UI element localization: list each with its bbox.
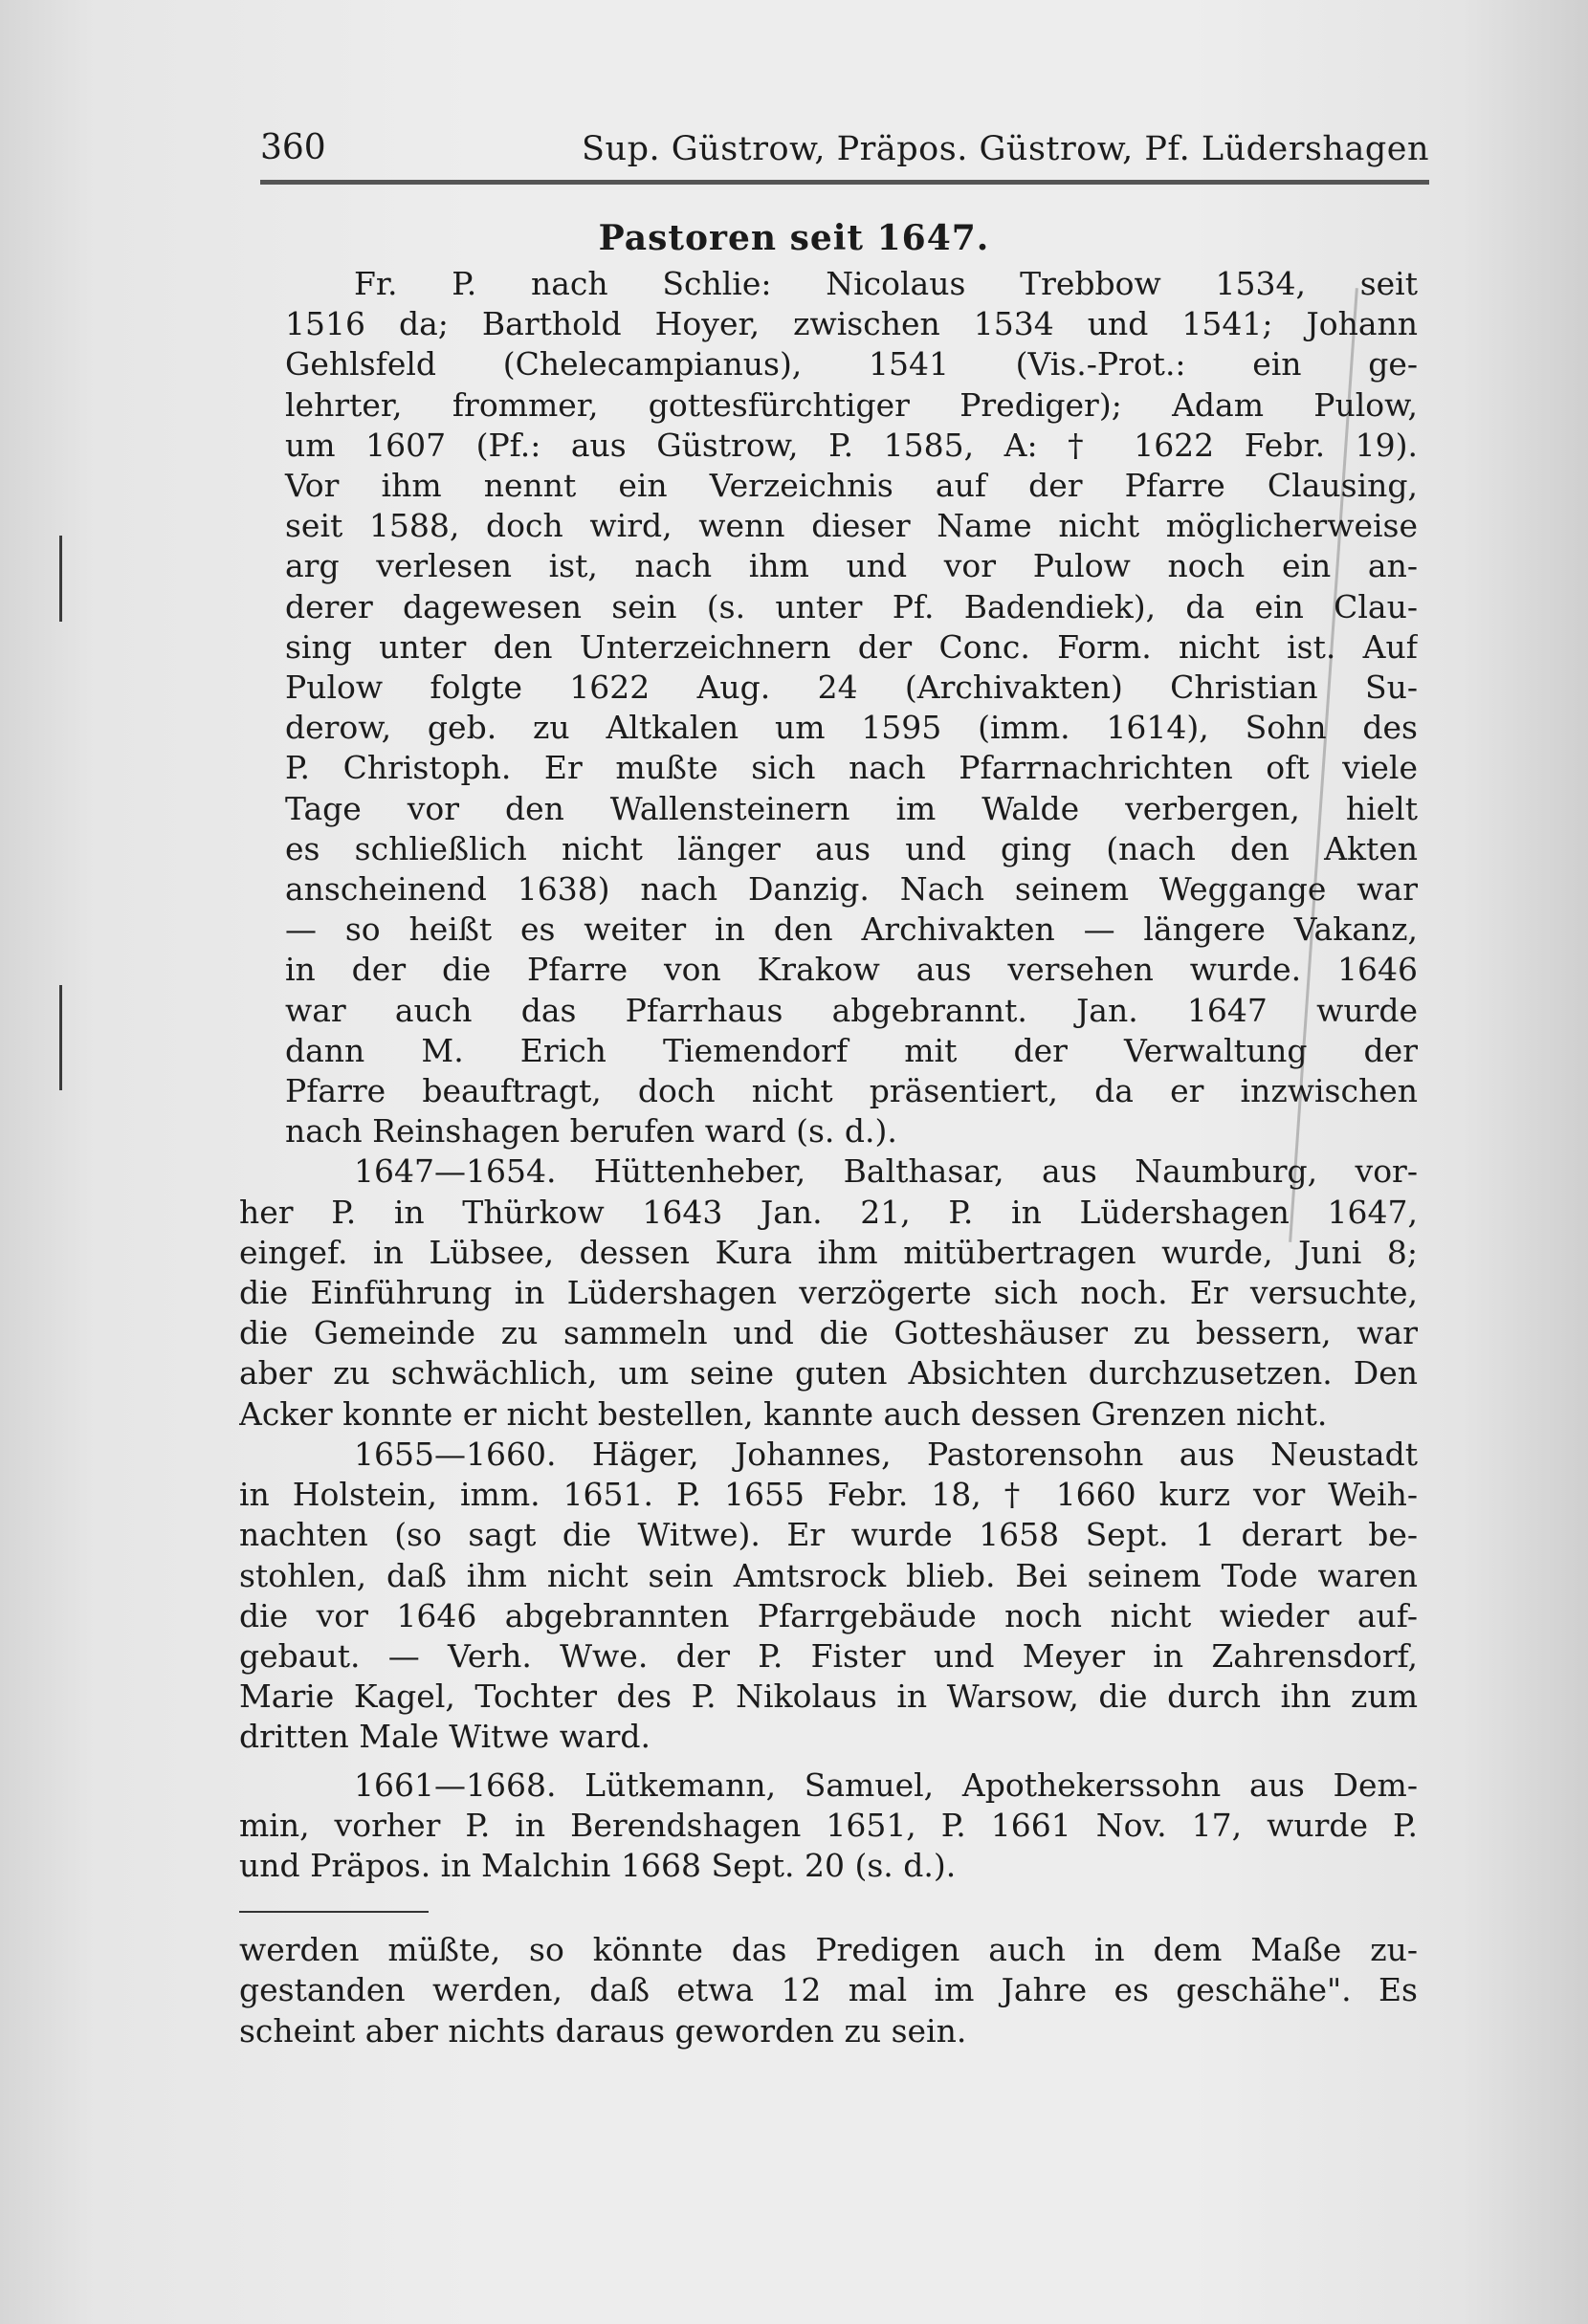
text-line: her P. in Thürkow 1643 Jan. 21, P. in Lüdershagen 1647, <box>239 1193 1418 1231</box>
page-header <box>260 122 1429 185</box>
margin-mark <box>59 536 62 622</box>
text-line: 1516 da; Barthold Hoyer, zwischen 1534 und 1541; Johann <box>285 305 1418 343</box>
text-line: min, vorher P. in Berendshagen 1651, P. 1661 Nov. 17, wurde P. <box>239 1806 1418 1844</box>
text-line: Acker konnte er nicht bestellen, kannte auch dessen Grenzen nicht. <box>239 1394 1328 1433</box>
paragraph-intro <box>239 264 1418 1151</box>
text-line: die vor 1646 abgebrannten Pfarrgebäude noch nicht wieder auf- <box>239 1596 1418 1634</box>
text-line: gebaut. — Verh. Wwe. der P. Fister und Meyer in Zahrensdorf, <box>239 1636 1418 1675</box>
page-number: 360 <box>260 128 326 167</box>
text-line: 1655—1660. Häger, Johannes, Pastorensohn aus Neustadt <box>354 1435 1418 1473</box>
text-line: eingef. in Lübsee, dessen Kura ihm mitübertragen wurde, Juni 8; <box>239 1233 1418 1271</box>
text-line: Fr. P. nach Schlie: Nicolaus Trebbow 1534, seit <box>354 265 1418 302</box>
text-line: anscheinend 1638) nach Danzig. Nach seinem Weggange war <box>285 870 1418 909</box>
text-line: lehrter, frommer, gottesfürchtiger Prediger); Adam Pulow, <box>285 385 1418 424</box>
text-line: Vor ihm nennt ein Verzeichnis auf der Pfarre Clausing, <box>285 467 1418 505</box>
section-heading: Pastoren seit 1647. <box>598 218 990 258</box>
text-line: nach Reinshagen berufen ward (s. d.). <box>285 1112 897 1151</box>
entry-luetkemann <box>239 1765 1418 1887</box>
text-line: die Gemeinde zu sammeln und die Gotteshäuser zu bessern, war <box>239 1314 1418 1352</box>
text-line: Tage vor den Wallensteinern im Walde verbergen, hielt <box>285 789 1418 827</box>
text-line: arg verlesen ist, nach ihm und vor Pulow noch ein an- <box>285 547 1418 585</box>
entry-haeger <box>239 1435 1418 1758</box>
text-line: in Holstein, imm. 1651. P. 1655 Febr. 18, † 1660 kurz vor Weih- <box>239 1476 1418 1514</box>
text-line: stohlen, daß ihm nicht sein Amtsrock blieb. Bei seinem Tode waren <box>239 1556 1418 1594</box>
text-line: 1661—1668. Lütkemann, Samuel, Apothekerssohn aus Dem- <box>354 1765 1418 1804</box>
footnote <box>239 1930 1418 2051</box>
text-line: Gehlsfeld (Chelecampianus), 1541 (Vis.-Prot.: ein ge- <box>285 345 1418 384</box>
text-line: war auch das Pfarrhaus abgebrannt. Jan. 1647 wurde <box>285 991 1418 1029</box>
text-line: derer dagewesen sein (s. unter Pf. Badendiek), da ein Clau- <box>285 587 1418 625</box>
text-line: Marie Kagel, Tochter des P. Nikolaus in Warsow, die durch ihn zum <box>239 1677 1418 1716</box>
text-line: die Einführung in Lüdershagen verzögerte sich noch. Er versuchte, <box>239 1274 1418 1312</box>
text-line: 1647—1654. Hüttenheber, Balthasar, aus Naumburg, vor- <box>354 1152 1418 1191</box>
text-line: derow, geb. zu Altkalen um 1595 (imm. 1614), Sohn des <box>285 709 1418 747</box>
text-line: dann M. Erich Tiemendorf mit der Verwaltung der <box>285 1031 1418 1069</box>
text-line: und Präpos. in Malchin 1668 Sept. 20 (s. d.). <box>239 1846 957 1884</box>
text-line: sing unter den Unterzeichnern der Conc. Form. nicht ist. Auf <box>285 627 1418 666</box>
text-line: aber zu schwächlich, um seine guten Absichten durchzusetzen. Den <box>239 1354 1418 1392</box>
text-line: P. Christoph. Er mußte sich nach Pfarrnachrichten oft viele <box>285 749 1418 787</box>
text-line: werden müßte, so könnte das Predigen auch in dem Maße zu- <box>239 1931 1418 1969</box>
text-line: in der die Pfarre von Krakow aus versehen wurde. 1646 <box>285 951 1418 989</box>
text-line: Pfarre beauftragt, doch nicht präsentiert, da er inzwischen <box>285 1072 1418 1110</box>
entry-huettenheber <box>239 1151 1418 1434</box>
text-line: Pulow folgte 1622 Aug. 24 (Archivakten) Christian Su- <box>285 669 1418 707</box>
text-line: scheint aber nichts daraus geworden zu sein. <box>239 2011 967 2050</box>
text-line: — so heißt es weiter in den Archivakten — längere Vakanz, <box>285 910 1418 949</box>
text-line: dritten Male Witwe ward. <box>239 1718 651 1756</box>
running-head: Sup. Güstrow, Präpos. Güstrow, Pf. Lüdershagen <box>582 130 1429 168</box>
text-body <box>239 264 1418 2051</box>
text-line: seit 1588, doch wird, wenn dieser Name nicht möglicherweise <box>285 507 1418 545</box>
footnote-separator <box>239 1911 429 1913</box>
text-line: nachten (so sagt die Witwe). Er wurde 1658 Sept. 1 derart be- <box>239 1516 1418 1554</box>
text-line: um 1607 (Pf.: aus Güstrow, P. 1585, A: † 1622 Febr. 19). <box>285 426 1418 464</box>
margin-mark <box>59 985 62 1090</box>
text-line: es schließlich nicht länger aus und ging (nach den Akten <box>285 829 1418 867</box>
text-line: gestanden werden, daß etwa 12 mal im Jahre es geschähe". Es <box>239 1971 1418 2009</box>
